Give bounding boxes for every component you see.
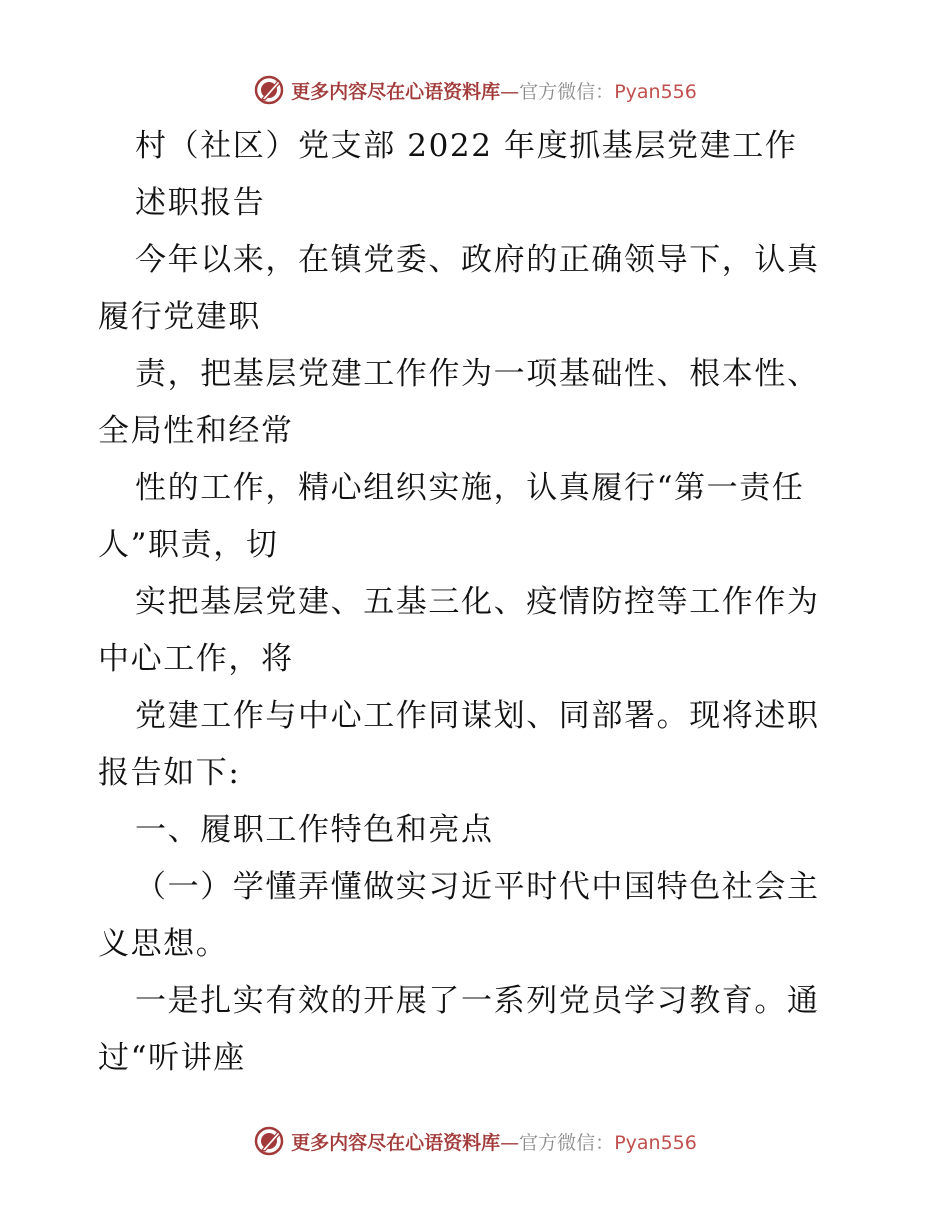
paragraph-line: 过“听讲座 — [98, 1040, 246, 1076]
paragraph-line: 人”职责，切 — [98, 527, 279, 563]
watermark-dash: — — [500, 80, 520, 103]
document-body — [98, 118, 858, 1087]
subsection-heading: （一）学懂弄懂做实习近平时代中国特色社会主 — [135, 869, 820, 905]
quill-seal-icon — [253, 74, 285, 106]
footer-watermark — [0, 1121, 950, 1161]
watermark-main-text: 更多内容尽在心语资料库 — [291, 1131, 501, 1154]
document-title-line: 村（社区）党支部 2022 年度抓基层党建工作 — [135, 128, 798, 164]
watermark-wechat-id: Pyan556 — [614, 80, 697, 103]
header-watermark — [0, 70, 950, 110]
paragraph-line: 履行党建职 — [98, 299, 261, 335]
watermark-sub-text: 官方微信： — [519, 1131, 615, 1154]
paragraph-line: 性的工作，精心组织实施，认真履行“第一责任 — [135, 470, 805, 506]
quill-seal-icon — [253, 1125, 285, 1157]
document-title-line: 述职报告 — [135, 185, 266, 221]
watermark-dash: — — [500, 1131, 520, 1154]
paragraph-line: 实把基层党建、五基三化、疫情防控等工作作为 — [135, 584, 820, 620]
paragraph-line: 今年以来，在镇党委、政府的正确领导下，认真 — [135, 242, 820, 278]
paragraph-line: 一是扎实有效的开展了一系列党员学习教育。通 — [135, 983, 820, 1019]
section-heading: 一、履职工作特色和亮点 — [135, 812, 494, 848]
paragraph-line: 责，把基层党建工作作为一项基础性、根本性、 — [135, 356, 820, 392]
watermark-wechat-id: Pyan556 — [614, 1131, 697, 1154]
paragraph-line: 报告如下: — [98, 755, 241, 791]
watermark-main-text: 更多内容尽在心语资料库 — [291, 80, 501, 103]
paragraph-line: 党建工作与中心工作同谋划、同部署。现将述职 — [135, 698, 820, 734]
watermark-sub-text: 官方微信： — [519, 80, 615, 103]
paragraph-line: 全局性和经常 — [98, 413, 294, 449]
paragraph-line: 中心工作，将 — [98, 641, 294, 677]
subsection-heading: 义思想。 — [98, 926, 229, 962]
